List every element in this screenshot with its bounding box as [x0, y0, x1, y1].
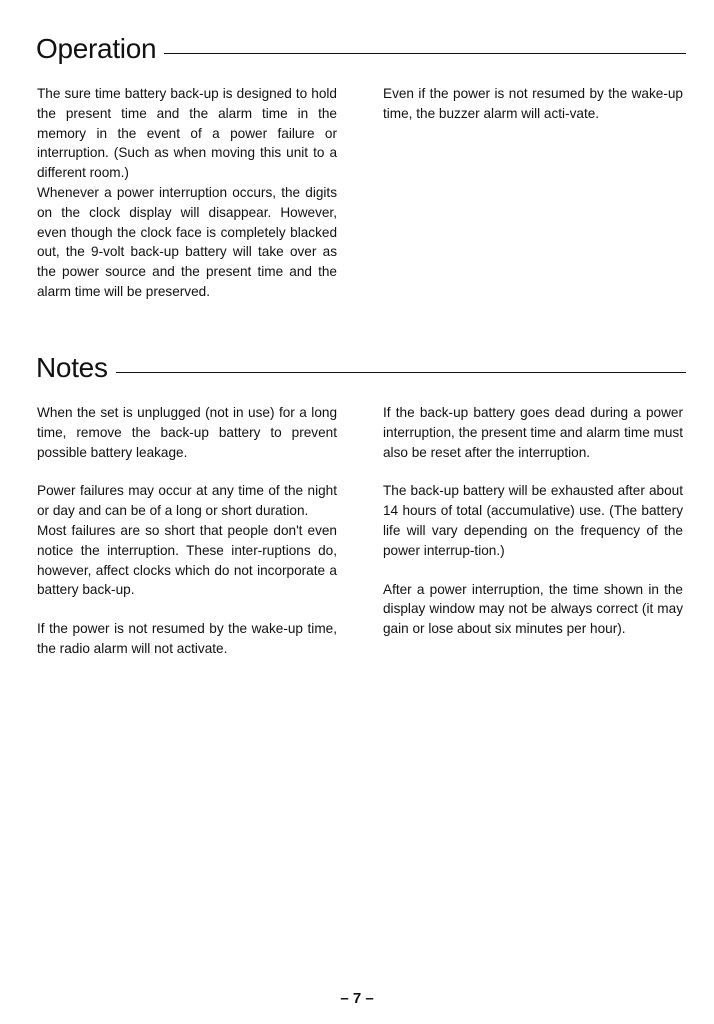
notes-title: Notes — [36, 352, 108, 383]
notes-heading-rule — [116, 372, 686, 373]
operation-left-column — [37, 84, 337, 302]
operation-title: Operation — [36, 33, 157, 64]
notes-paragraph: Power failures may occur at any time of the night or day and can be of a long or short duration. — [37, 483, 337, 519]
operation-paragraph: Even if the power is not resumed by the wake-up time, the buzzer alarm will acti-vate. — [383, 86, 683, 121]
notes-paragraph: When the set is unplugged (not in use) for a long time, remove the back-up battery to prevent possible battery leakage. — [37, 405, 337, 460]
page-number: – 7 – — [340, 990, 374, 1007]
operation-right-column — [383, 84, 683, 124]
notes-paragraph: After a power interruption, the time shown in the display window may not be always correct (it may gain or lose about six minutes per hour). — [383, 581, 683, 637]
notes-paragraph: If the back-up battery goes dead during a power interruption, the present time and alarm time must also be reset after the interruption. — [383, 405, 683, 460]
notes-paragraph: If the power is not resumed by the wake-up time, the radio alarm will not activate. — [37, 621, 337, 656]
notes-heading — [36, 354, 686, 382]
notes-paragraph: Most failures are so short that people don't even notice the interruption. These inter-ruptions do, however, affect clocks which do not incorporate a battery back-up. — [37, 522, 337, 598]
operation-paragraph: Whenever a power interruption occurs, the digits on the clock display will disappear. However, even though the clock face is completely blacked out, the 9-volt back-up battery will take over as the power source and the present time and the alarm time will be preserved. — [37, 184, 337, 299]
operation-heading — [36, 35, 686, 63]
operation-paragraph: The sure time battery back-up is designed to hold the present time and the alarm time in the memory in the event of a power failure or interruption. (Such as when moving this unit to a different room.) — [37, 86, 337, 181]
notes-right-column — [383, 403, 683, 639]
operation-heading-rule — [164, 53, 686, 54]
notes-paragraph: The back-up battery will be exhausted after about 14 hours of total (accumulative) use. (The battery life will vary depending on the frequency of the power interrup-tion.) — [383, 483, 683, 558]
notes-left-column — [37, 403, 337, 659]
